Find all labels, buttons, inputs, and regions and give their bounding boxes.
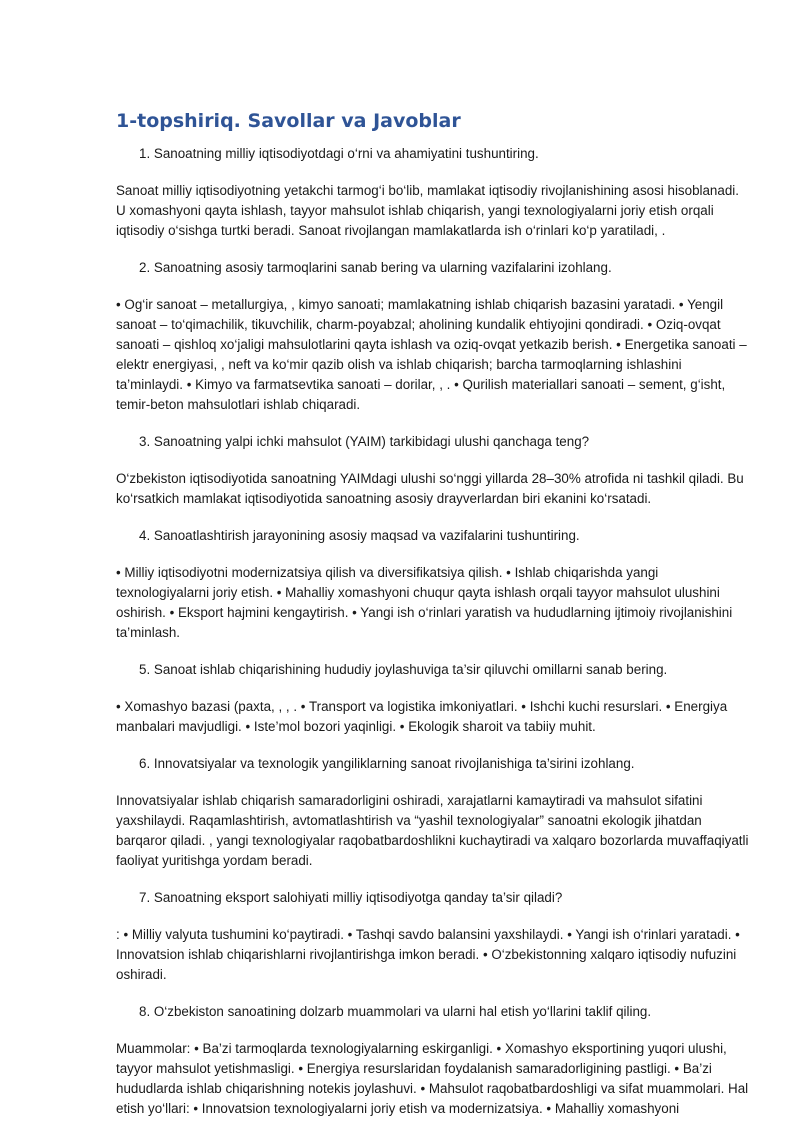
question-5: 5. Sanoat ishlab chiqarishining hududiy joylashuviga ta’sir qiluvchi omillarni sanab bering. <box>139 662 668 677</box>
answer-3: O‘zbekiston iqtisodiyotida sanoatning YAIMdagi ulushi so‘nggi yillarda 28–30% atrofida ni tashkil qiladi. Bu ko‘rsatkich mamlakat iqtisodiyotida sanoatning asosiy drayverlardan biri ekanini ko‘rsatadi. <box>116 471 744 506</box>
answer-7: : • Milliy valyuta tushumini ko‘paytiradi. • Tashqi savdo balansini yaxshilaydi. • Yangi ish o‘rinlari yaratadi. • Innovatsion ishlab chiqarishlarni rivojlantirishga imkon beradi. • O‘zbekistonning xalqaro iqtisodiy nufuzini oshiradi. <box>116 927 740 982</box>
answer-6: Innovatsiyalar ishlab chiqarish samaradorligini oshiradi, xarajatlarni kamaytiradi va mahsulot sifatini yaxshilaydi. Raqamlashtirish, avtomatlashtirish va “yashil texnologiyalar” sanoatni ekologik jihatdan barqaror qiladi. , yangi texnologiyalar raqobatbardoshlikni kuchaytiradi va xalqaro bozorlarda muvaffaqiyatli faoliyat yuritishga yordam beradi. <box>116 793 749 868</box>
question-7: 7. Sanoatning eksport salohiyati milliy iqtisodiyotga qanday ta’sir qiladi? <box>139 890 563 905</box>
answer-4: • Milliy iqtisodiyotni modernizatsiya qilish va diversifikatsiya qilish. • Ishlab chiqarishda yangi texnologiyalarni joriy etish. • Mahalliy xomashyoni chuqur qayta ishlash orqali tayyor mahsulot ulushini oshirish. • Eksport hajmini kengaytirish. • Yangi ish o‘rinlari yaratish va hududlarning ijtimoiy rivojlanishini ta’minlash. <box>116 565 733 640</box>
question-6: 6. Innovatsiyalar va texnologik yangiliklarning sanoat rivojlanishiga ta’sirini izohlang. <box>139 756 635 771</box>
question-2: 2. Sanoatning asosiy tarmoqlarini sanab bering va ularning vazifalarini izohlang. <box>139 260 612 275</box>
document-title: 1-topshiriq. Savollar va Javoblar <box>116 110 461 132</box>
question-1: 1. Sanoatning milliy iqtisodiyotdagi o‘rni va ahamiyatini tushuntiring. <box>139 146 539 161</box>
answer-8: Muammolar: • Ba’zi tarmoqlarda texnologiyalarning eskirganligi. • Xomashyo eksportining yuqori ulushi, tayyor mahsulot yetishmasligi. • Energiya resurslaridan foydalanish samaradorligining pastligi. • Ba’zi hududlarda ishlab chiqarishning notekis joylashuvi. • Mahsulot raqobatbardoshligi va sifat muammolari. Hal etish yo‘llari: • Innovatsion texnologiyalarni joriy etish va modernizatsiya. • Mahalliy xomashyoni <box>116 1041 749 1116</box>
answer-2: • Og‘ir sanoat – metallurgiya, , kimyo sanoati; mamlakatning ishlab chiqarish bazasini yaratadi. • Yengil sanoat – to‘qimachilik, tikuvchilik, charm-poyabzal; aholining kundalik ehtiyojini qondiradi. • Oziq-ovqat sanoati – qishloq xo‘jaligi mahsulotlarini qayta ishlash va oziq-ovqat yetkazib berish. • Energetika sanoati – elektr energiyasi, , neft va ko‘mir qazib olish va ishlab chiqarish; barcha tarmoqlarning ishlashini ta’minlaydi. • Kimyo va farmatsevtika sanoati – dorilar, , . • Qurilish materiallari sanoati – sement, g‘isht, temir-beton mahsulotlari ishlab chiqaradi. <box>116 297 747 412</box>
question-8: 8. O‘zbekiston sanoatining dolzarb muammolari va ularni hal etish yo‘llarini taklif qiling. <box>139 1004 652 1019</box>
answer-1: Sanoat milliy iqtisodiyotning yetakchi tarmog‘i bo‘lib, mamlakat iqtisodiy rivojlanishining asosi hisoblanadi. U xomashyoni qayta ishlash, tayyor mahsulot ishlab chiqarish, yangi texnologiyalarni joriy etish orqali iqtisodiy o‘sishga turtki beradi. Sanoat rivojlangan mamlakatlarda ish o‘rinlari ko‘p yaratiladi, . <box>116 183 739 238</box>
question-4: 4. Sanoatlashtirish jarayonining asosiy maqsad va vazifalarini tushuntiring. <box>139 528 580 543</box>
answer-5: • Xomashyo bazasi (paxta, , , . • Transport va logistika imkoniyatlari. • Ishchi kuchi resurslari. • Energiya manbalari mavjudligi. • Iste’mol bozori yaqinligi. • Ekologik sharoit va tabiiy muhit. <box>116 699 728 734</box>
document-page <box>116 108 752 1136</box>
question-3: 3. Sanoatning yalpi ichki mahsulot (YAIM) tarkibidagi ulushi qanchaga teng? <box>139 434 590 449</box>
